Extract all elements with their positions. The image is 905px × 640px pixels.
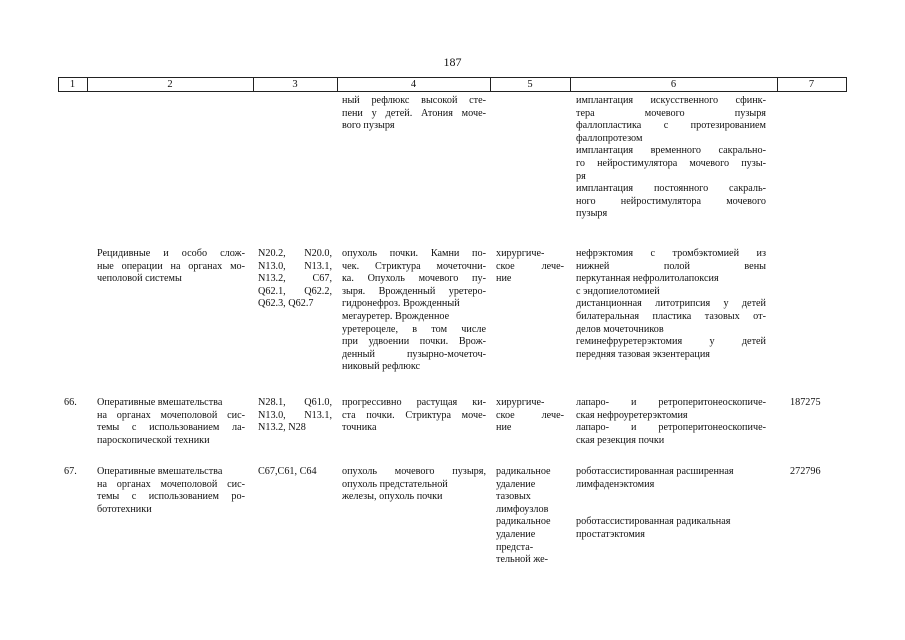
treatment-method-line: лимфаденэктомия (576, 478, 655, 490)
treatment-type-line: предста- (496, 541, 534, 553)
treatment-type-line: радикальное (496, 516, 551, 528)
treatment-method-line: делов мочеточников (576, 323, 664, 335)
treatment-type-cell (496, 466, 564, 567)
treatment-method-line: ская нефроуретерэктомия (576, 409, 688, 421)
operation-name-cell (97, 248, 245, 286)
operation-name-line: на органах мочеполовой сис- (97, 409, 245, 421)
operation-name-line: Рецидивные и особо слож- (97, 248, 245, 259)
patient-model-cell (342, 466, 486, 504)
treatment-type-line: ское лече- (496, 409, 564, 421)
operation-name-line: темы с использованием ро- (97, 491, 245, 503)
patient-model-line: ста почки. Стриктура моче- (342, 409, 486, 421)
treatment-method-line: фаллопротезом (576, 132, 643, 144)
treatment-method-line (576, 491, 766, 504)
icd-codes-line: Q62.1, Q62.2, (258, 285, 332, 297)
icd-codes-line: N13.2, C67, (258, 273, 332, 285)
icd-codes-line: Q62.3, Q62.7 (258, 298, 314, 310)
cost-cell (790, 397, 840, 410)
operation-name-line: на органах мочеполовой сис- (97, 478, 245, 490)
patient-model-line: опухоль предстательной (342, 478, 448, 490)
treatment-type-line: ское лече- (496, 260, 564, 272)
cost-cell (790, 466, 840, 479)
patient-model-line: ка. Опухоль мочевого пу- (342, 273, 486, 285)
patient-model-line: гидронефроз. Врожденный (342, 298, 460, 310)
treatment-method-line: лапаро- и ретроперитонеоскопиче- (576, 422, 766, 434)
row-number-cell (64, 466, 86, 479)
cost-line: 187275 (790, 397, 821, 408)
icd-codes-cell (258, 397, 332, 435)
treatment-type-line: хирургиче- (496, 397, 545, 408)
treatment-method-line: дистанционная литотрипсия у детей (576, 298, 766, 310)
icd-codes-line: N13.0, N13.1, (258, 409, 332, 421)
operation-name-line: темы с использованием ла- (97, 422, 245, 434)
document-table (58, 77, 847, 92)
header-col-7: 7 (808, 79, 815, 90)
cost-line: 272796 (790, 466, 821, 477)
treatment-method-line: го нейростимулятора мочевого пузы- (576, 157, 766, 169)
patient-model-line: при удвоении почки. Врож- (342, 336, 486, 348)
row-number-line: 67. (64, 466, 77, 477)
row-number-line: 66. (64, 397, 77, 408)
patient-model-line: опухоль мочевого пузыря, (342, 466, 486, 477)
row-number-cell (64, 397, 86, 410)
patient-model-line: железы, опухоль почки (342, 491, 443, 503)
treatment-type-line: тазовых (496, 491, 531, 503)
treatment-method-line: билатеральная пластика тазовых от- (576, 310, 766, 322)
treatment-method-line: роботассистированная радикальная (576, 516, 731, 528)
operation-name-line: бототехники (97, 503, 152, 515)
treatment-method-line: имплантация искусственного сфинк- (576, 95, 766, 106)
treatment-method-line: перкутанная нефролитолапоксия (576, 273, 719, 285)
operation-name-line: Оперативные вмешательства (97, 466, 223, 477)
treatment-method-line: фаллопластика с протезированием (576, 120, 766, 132)
icd-codes-line: N28.1, Q61.0, (258, 397, 332, 408)
patient-model-line: чек. Стриктура мочеточни- (342, 260, 486, 272)
treatment-method-line: нефрэктомия с тромбэктомией из (576, 248, 766, 259)
treatment-method-line: имплантация постоянного сакраль- (576, 183, 766, 195)
operation-name-cell (97, 466, 245, 516)
treatment-type-cell (496, 397, 564, 435)
patient-model-line: прогрессивно растущая ки- (342, 397, 486, 408)
header-col-1: 1 (69, 79, 76, 90)
icd-codes-cell (258, 466, 332, 479)
header-col-4: 4 (410, 79, 417, 90)
patient-model-line: никовый рефлюкс (342, 361, 421, 373)
patient-model-line: ный рефлюкс высокой сте- (342, 95, 486, 106)
patient-model-cell (342, 248, 486, 374)
treatment-type-line: удаление (496, 478, 536, 490)
icd-codes-line: N20.2, N20.0, (258, 248, 332, 259)
treatment-method-line: лапаро- и ретроперитонеоскопиче- (576, 397, 766, 408)
treatment-method-cell (576, 95, 766, 221)
treatment-method-cell (576, 466, 766, 542)
treatment-method-line: геминефруретерэктомия у детей (576, 336, 766, 348)
operation-name-cell (97, 397, 245, 447)
treatment-method-line: роботассистированная расширенная (576, 466, 734, 477)
treatment-method-cell (576, 397, 766, 447)
patient-model-line: пени у детей. Атония моче- (342, 107, 486, 119)
treatment-type-line: лимфоузлов (496, 503, 549, 515)
treatment-method-line: тера мочевого пузыря (576, 107, 766, 119)
patient-model-line: точника (342, 422, 377, 434)
treatment-method-line: простатэктомия (576, 528, 645, 540)
treatment-type-line: радикальное (496, 466, 551, 477)
treatment-type-cell (496, 248, 564, 286)
icd-codes-line: N13.2, N28 (258, 422, 306, 434)
treatment-type-line: ние (496, 273, 512, 285)
header-col-2: 2 (167, 79, 173, 90)
treatment-type-line: хирургиче- (496, 248, 545, 259)
patient-model-cell (342, 95, 486, 133)
table-header-row (58, 77, 847, 92)
patient-model-line: денный пузырно-мочеточ- (342, 348, 486, 360)
header-col-5: 5 (527, 79, 533, 90)
treatment-method-cell (576, 248, 766, 361)
treatment-method-line: ря (576, 170, 586, 182)
page-number: 187 (443, 55, 462, 69)
icd-codes-line: N13.0, N13.1, (258, 260, 332, 272)
treatment-method-line: нижней полой вены (576, 260, 766, 272)
patient-model-line: зыря. Врожденный уретеро- (342, 285, 486, 297)
treatment-method-line: с эндопиелотомией (576, 285, 660, 297)
treatment-method-line: имплантация временного сакрально- (576, 145, 766, 157)
icd-codes-line: C67,C61, C64 (258, 466, 317, 477)
treatment-method-line: пузыря (576, 208, 608, 220)
treatment-type-line: ние (496, 422, 512, 434)
operation-name-line: Оперативные вмешательства (97, 397, 223, 408)
treatment-method-line: передняя тазовая экзентерация (576, 348, 710, 360)
patient-model-line: вого пузыря (342, 120, 395, 132)
treatment-method-line: ская резекция почки (576, 434, 665, 446)
treatment-type-line: удаление (496, 528, 536, 540)
icd-codes-cell (258, 248, 332, 311)
header-col-3: 3 (292, 79, 298, 90)
patient-model-cell (342, 397, 486, 435)
patient-model-line: мегауретер. Врожденное (342, 310, 450, 322)
header-col-6: 6 (670, 79, 677, 90)
patient-model-line: опухоль почки. Камни по- (342, 248, 486, 259)
treatment-type-line: тельной же- (496, 554, 549, 566)
treatment-method-line: ного нейростимулятора мочевого (576, 195, 766, 207)
operation-name-line: чеполовой системы (97, 273, 182, 285)
operation-name-line: ные операции на органах мо- (97, 260, 245, 272)
patient-model-line: уретероцеле, в том числе (342, 323, 486, 335)
operation-name-line: пароскопической техники (97, 434, 210, 446)
treatment-method-line (576, 504, 766, 517)
